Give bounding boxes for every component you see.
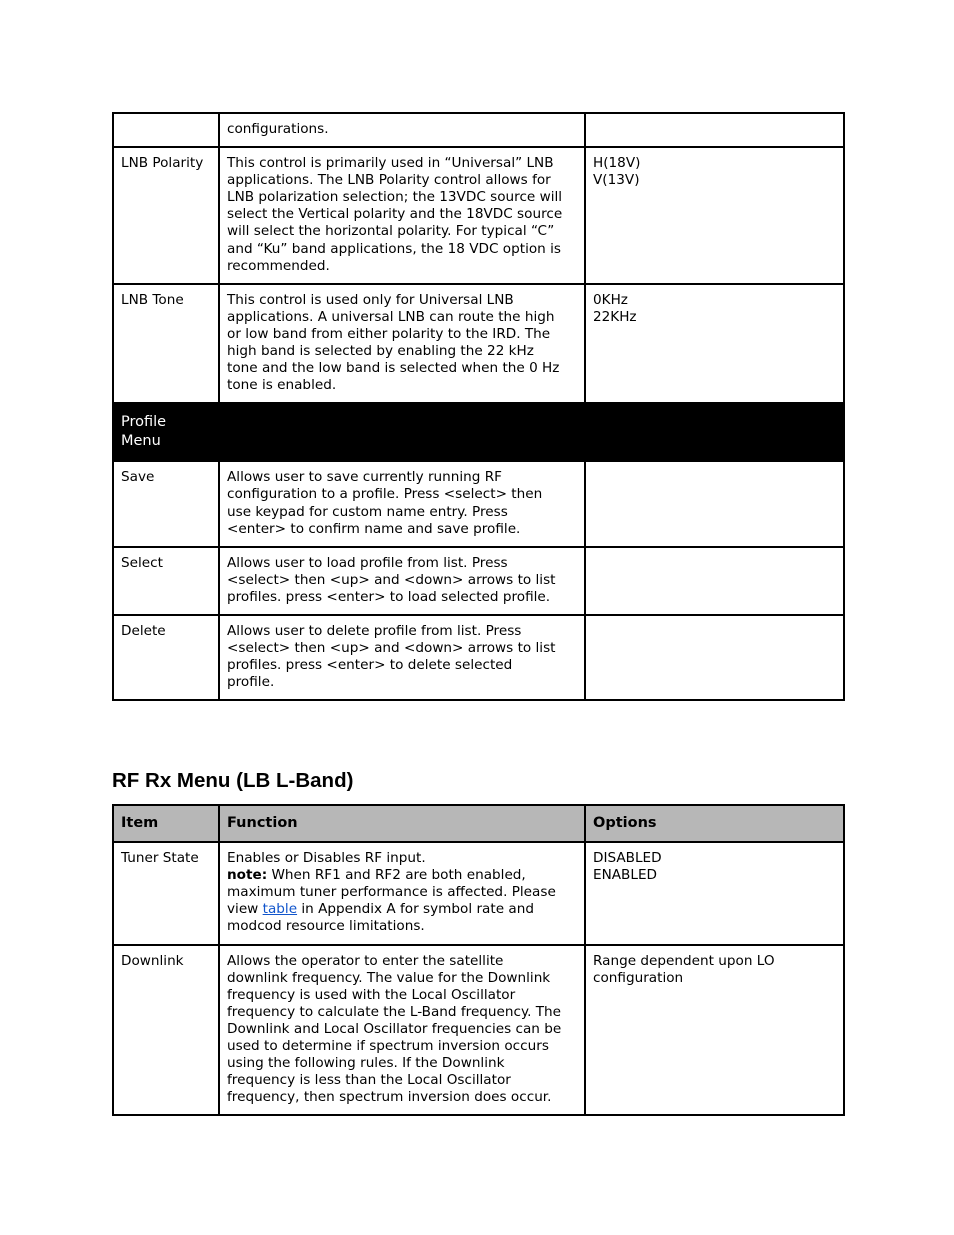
table-row xyxy=(113,147,844,284)
function-line: and “Ku” band applications, the 18 VDC option is xyxy=(227,240,561,257)
column-header-function: Function xyxy=(219,805,585,842)
item-cell: LNB Polarity xyxy=(113,147,219,284)
section-header-row xyxy=(113,403,844,461)
function-line: Downlink and Local Oscillator frequencies can be xyxy=(227,1020,562,1037)
item-cell: Downlink xyxy=(113,945,219,1116)
function-line: <enter> to confirm name and save profile. xyxy=(227,520,521,537)
item-cell: Delete xyxy=(113,615,219,700)
text-after-link: in Appendix A for symbol rate and xyxy=(297,901,534,918)
function-line: This control is used only for Universal LNB xyxy=(227,291,514,308)
function-cell xyxy=(219,945,585,1116)
function-line: profiles. press <enter> to delete selected xyxy=(227,657,513,674)
function-line: or low band from either polarity to the IRD. The xyxy=(227,325,551,342)
function-cell xyxy=(219,147,585,284)
function-line: frequency to calculate the L-Band frequency. The xyxy=(227,1003,562,1020)
note-label: note: xyxy=(227,867,268,884)
options-cell xyxy=(585,615,844,700)
function-line: profile. xyxy=(227,674,275,691)
function-cell xyxy=(219,547,585,615)
function-cell xyxy=(219,284,585,404)
section-label xyxy=(113,403,844,461)
options-cell xyxy=(585,147,844,284)
function-line: use keypad for custom name entry. Press xyxy=(227,503,508,520)
options-cell xyxy=(585,945,844,1116)
function-line: using the following rules. If the Downlink xyxy=(227,1055,505,1072)
column-header-item: Item xyxy=(113,805,219,842)
item-cell: Save xyxy=(113,461,219,546)
section-label-line: Menu xyxy=(121,433,161,450)
table-row xyxy=(113,113,844,147)
function-line: applications. A universal LNB can route the high xyxy=(227,308,555,325)
table-link[interactable]: table xyxy=(262,901,298,918)
function-line: frequency is less than the Local Oscillator xyxy=(227,1072,511,1089)
function-cell xyxy=(219,842,585,944)
section-heading: RF Rx Menu (LB L-Band) xyxy=(112,769,354,792)
options-cell xyxy=(585,842,844,944)
rf-rx-menu-table xyxy=(112,804,845,1116)
option-value: H(18V) xyxy=(593,155,641,172)
column-header-options: Options xyxy=(585,805,844,842)
text-before-link: view xyxy=(227,901,263,918)
option-value: DISABLED xyxy=(593,850,662,867)
function-line: frequency, then spectrum inversion does occur. xyxy=(227,1089,552,1106)
function-line xyxy=(227,901,578,918)
function-line xyxy=(227,867,578,884)
options-cell xyxy=(585,113,844,147)
function-line: configuration to a profile. Press <select> then xyxy=(227,486,543,503)
option-value: 0KHz xyxy=(593,291,628,308)
function-line: frequency is used with the Local Oscillator xyxy=(227,986,516,1003)
function-line: configurations. xyxy=(227,121,329,137)
table-header-row xyxy=(113,805,844,842)
function-line: downlink frequency. The value for the Downlink xyxy=(227,969,551,986)
table-row xyxy=(113,842,844,944)
function-line: Enables or Disables RF input. xyxy=(227,850,426,867)
item-cell: Tuner State xyxy=(113,842,219,944)
option-value: Range dependent upon LO xyxy=(593,952,775,969)
lnb-profile-table xyxy=(112,112,845,701)
function-line: maximum tuner performance is affected. Please xyxy=(227,884,556,901)
function-line: will select the horizontal polarity. For typical “C” xyxy=(227,223,555,240)
item-cell: Select xyxy=(113,547,219,615)
function-line: Allows user to load profile from list. Press xyxy=(227,554,508,571)
function-line: tone and the low band is selected when the 0 Hz xyxy=(227,360,560,377)
function-line: recommended. xyxy=(227,257,330,274)
option-value: V(13V) xyxy=(593,172,640,189)
function-line: used to determine if spectrum inversion occurs xyxy=(227,1038,549,1055)
function-line: tone is enabled. xyxy=(227,377,337,394)
function-line: <select> then <up> and <down> arrows to list xyxy=(227,640,556,657)
table-row xyxy=(113,461,844,546)
function-line: LNB polarization selection; the 13VDC source will xyxy=(227,189,563,206)
item-cell: LNB Tone xyxy=(113,284,219,404)
item-cell xyxy=(113,113,219,147)
function-line: select the Vertical polarity and the 18VDC source xyxy=(227,206,563,223)
function-line: applications. The LNB Polarity control allows for xyxy=(227,172,551,189)
table-row xyxy=(113,945,844,1116)
function-line: This control is primarily used in “Universal” LNB xyxy=(227,155,554,172)
function-cell xyxy=(219,113,585,147)
options-cell xyxy=(585,461,844,546)
function-line: Allows user to save currently running RF xyxy=(227,469,502,486)
table-row xyxy=(113,547,844,615)
function-line: high band is selected by enabling the 22 kHz xyxy=(227,343,534,360)
function-line: <select> then <up> and <down> arrows to list xyxy=(227,571,556,588)
function-cell xyxy=(219,615,585,700)
options-cell xyxy=(585,547,844,615)
options-cell xyxy=(585,284,844,404)
function-line: Allows the operator to enter the satellite xyxy=(227,952,504,969)
function-cell xyxy=(219,461,585,546)
option-value: configuration xyxy=(593,969,684,986)
function-line: profiles. press <enter> to load selected profile. xyxy=(227,588,551,605)
option-value: 22KHz xyxy=(593,308,637,325)
table-row xyxy=(113,615,844,700)
option-value: ENABLED xyxy=(593,867,658,884)
section-label-line: Profile xyxy=(121,414,167,431)
note-text: When RF1 and RF2 are both enabled, xyxy=(267,867,526,884)
function-line: Allows user to delete profile from list. Press xyxy=(227,622,522,639)
function-line: modcod resource limitations. xyxy=(227,918,425,935)
table-row xyxy=(113,284,844,404)
